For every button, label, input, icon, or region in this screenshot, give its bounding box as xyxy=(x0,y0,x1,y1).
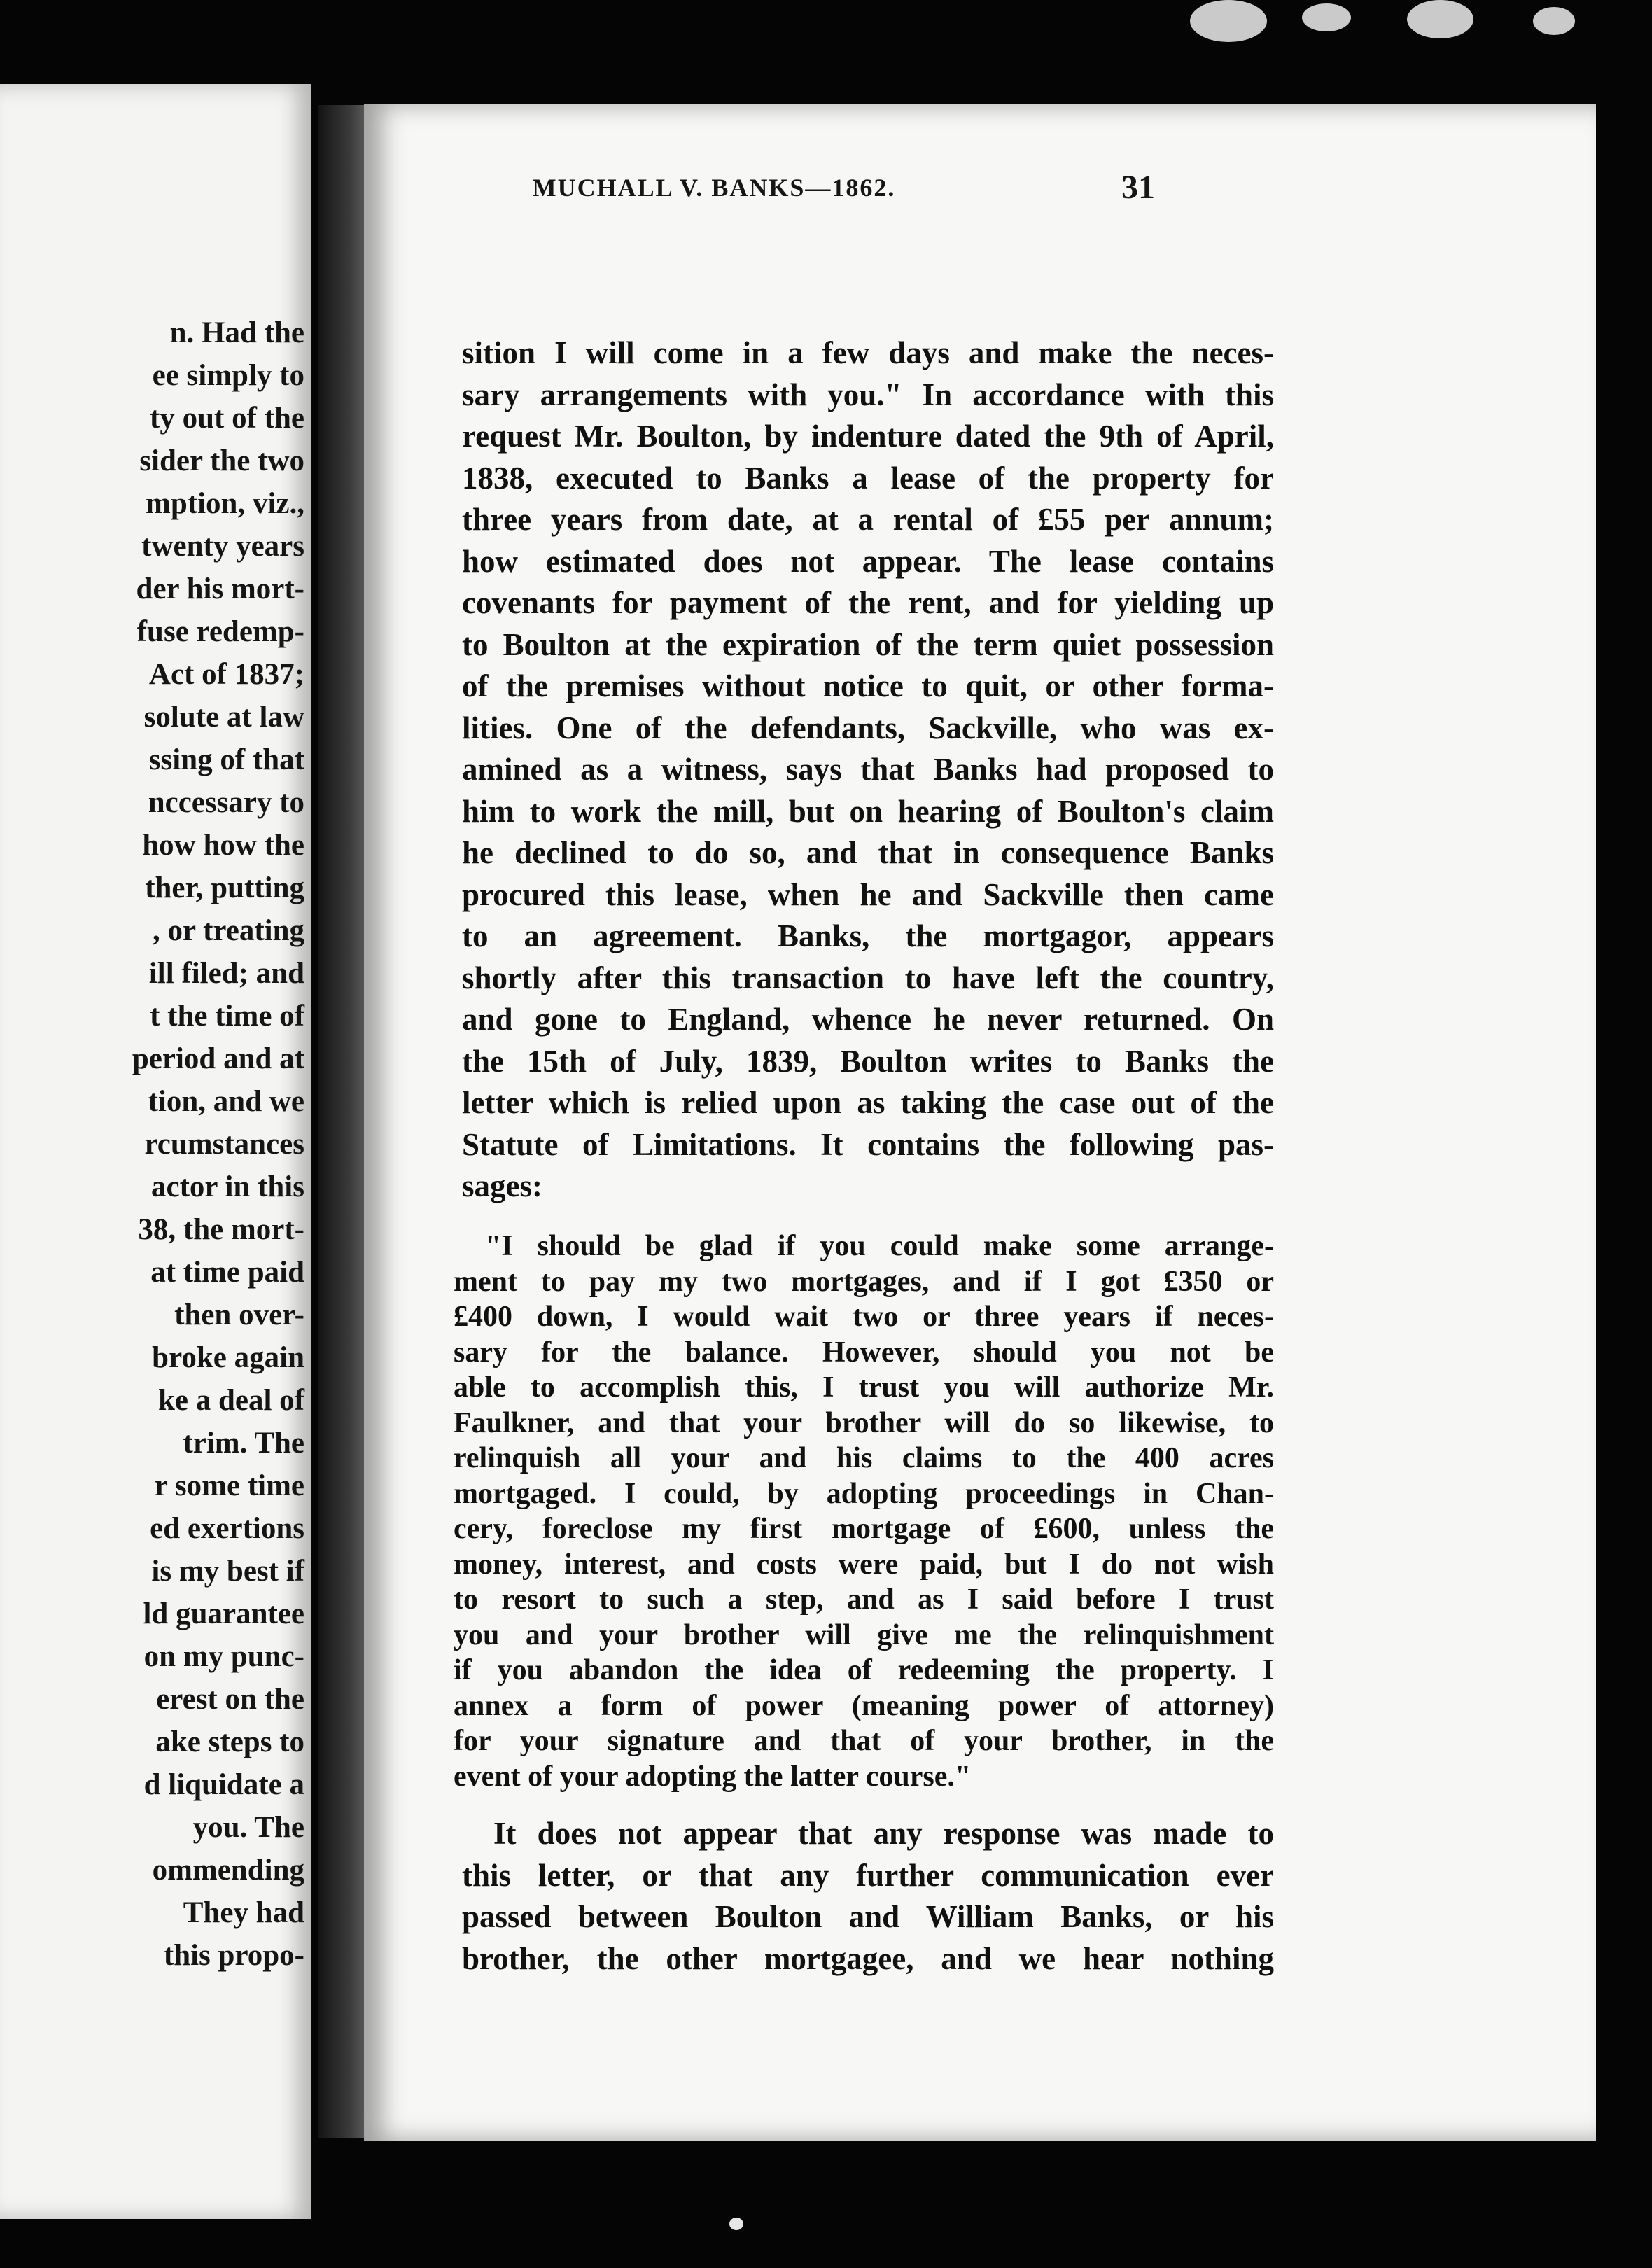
left-page-line: t the time of xyxy=(150,1000,304,1032)
quote-line: Faulkner, and that your brother will do so likewise, to xyxy=(454,1406,1274,1439)
left-page-line: then over- xyxy=(174,1298,304,1331)
text-line: 1838, executed to Banks a lease of the property for xyxy=(462,460,1274,496)
running-head-title: MUCHALL V. BANKS—1862. xyxy=(532,174,896,202)
left-page-line: this propo- xyxy=(163,1939,304,1972)
left-page-line: 38, the mort- xyxy=(138,1213,304,1246)
left-page-line: ssing of that xyxy=(148,743,304,776)
quote-line: ment to pay my two mortgages, and if I got £350 or xyxy=(454,1265,1274,1298)
left-page-line: n. Had the xyxy=(169,316,304,349)
scan-blotch xyxy=(1407,0,1474,38)
quote-line: cery, foreclose my first mortgage of £600, unless the xyxy=(454,1513,1274,1545)
text-line: three years from date, at a rental of £55 per annum; xyxy=(462,502,1274,537)
left-page-line: solute at law xyxy=(144,701,304,734)
text-line: lities. One of the defendants, Sackville, who was ex- xyxy=(462,710,1274,746)
scan-blotch xyxy=(1533,7,1575,35)
left-page-text-column xyxy=(0,312,304,1977)
left-page-line: ld guarantee xyxy=(143,1597,304,1630)
left-page-line: erest on the xyxy=(156,1683,304,1716)
quote-line: money, interest, and costs were paid, but I do not wish xyxy=(454,1548,1274,1581)
quote-line: mortgaged. I could, by adopting proceedings in Chan- xyxy=(454,1477,1274,1510)
text-line: to Boulton at the expiration of the term quiet possession xyxy=(462,626,1274,662)
text-line: and gone to England, whence he never returned. On xyxy=(462,1002,1274,1037)
text-line: passed between Boulton and William Banks, or his xyxy=(462,1899,1274,1934)
text-line: amined as a witness, says that Banks had proposed to xyxy=(462,752,1274,787)
left-page-line: ther, putting xyxy=(145,872,304,904)
left-page-line: you. The xyxy=(192,1811,304,1844)
left-facing-page xyxy=(0,84,312,2219)
left-page-line: ee simply to xyxy=(152,359,304,392)
left-page-line: r some time xyxy=(154,1469,304,1502)
left-page-line: ommending xyxy=(152,1854,304,1886)
text-line: the 15th of July, 1839, Boulton writes to Banks the xyxy=(462,1043,1274,1079)
text-line: procured this lease, when he and Sackville then came xyxy=(462,876,1274,912)
text-line: Statute of Limitations. It contains the following pas- xyxy=(462,1126,1274,1162)
left-page-line: ty out of the xyxy=(150,402,304,435)
scan-blotch xyxy=(1190,0,1267,42)
left-page-line: how how the xyxy=(142,829,304,862)
left-page-line: Act of 1837; xyxy=(148,658,304,691)
quote-line: you and your brother will give me the relinquishment xyxy=(454,1618,1274,1651)
left-page-line: broke again xyxy=(152,1341,304,1374)
text-line: he declined to do so, and that in consequence Banks xyxy=(462,835,1274,870)
quote-line: for your signature and that of your brother, in the xyxy=(454,1725,1274,1757)
quote-line: able to accomplish this, I trust you will authorize Mr. xyxy=(454,1371,1274,1404)
left-page-line: tion, and we xyxy=(148,1085,304,1118)
quote-line: to resort to such a step, and as I said before I trust xyxy=(454,1583,1274,1616)
quote-line: relinquish all your and his claims to the 400 acres xyxy=(454,1442,1274,1474)
text-line: brother, the other mortgagee, and we hear nothing xyxy=(462,1940,1274,1976)
left-page-line: period and at xyxy=(132,1042,304,1075)
text-line: this letter, or that any further communication ever xyxy=(462,1857,1274,1893)
left-page-line: mption, viz., xyxy=(146,487,304,520)
left-page-line: nccessary to xyxy=(148,786,304,819)
quote-line: £400 down, I would wait two or three years if neces- xyxy=(454,1301,1274,1333)
left-page-line: at time paid xyxy=(150,1256,304,1289)
quote-line: "I should be glad if you could make some arrange- xyxy=(485,1230,1274,1262)
text-line: It does not appear that any response was made to xyxy=(493,1816,1274,1851)
text-line: letter which is relied upon as taking the case out of the xyxy=(462,1085,1274,1120)
left-page-line: fuse redemp- xyxy=(136,615,304,648)
page-number: 31 xyxy=(1121,169,1155,206)
scan-speck xyxy=(729,2218,743,2230)
left-page-line: actor in this xyxy=(151,1170,304,1203)
text-line: sages: xyxy=(462,1168,542,1203)
left-page-line: ill filed; and xyxy=(148,957,304,990)
left-page-line: twenty years xyxy=(141,530,304,563)
paragraph-continued xyxy=(462,332,1274,1208)
left-page-line: is my best if xyxy=(151,1555,304,1588)
quote-line: sary for the balance. However, should you not be xyxy=(454,1336,1274,1368)
left-page-line: d liquidate a xyxy=(144,1768,304,1801)
left-page-line: ed exertions xyxy=(150,1512,304,1545)
text-line: sary arrangements with you." In accordance with this xyxy=(462,377,1274,412)
paragraph-new xyxy=(462,1813,1274,1980)
left-page-line: They had xyxy=(183,1896,304,1929)
quote-line: annex a form of power (meaning power of attorney) xyxy=(454,1689,1274,1722)
text-line: sition I will come in a few days and make the neces- xyxy=(462,335,1274,370)
left-page-line: ke a deal of xyxy=(158,1384,304,1417)
quote-line: event of your adopting the latter course." xyxy=(454,1760,972,1793)
scan-blotch xyxy=(1302,4,1351,31)
text-line: how estimated does not appear. The lease contains xyxy=(462,543,1274,579)
running-head xyxy=(322,163,1281,212)
text-line: covenants for payment of the rent, and for yielding up xyxy=(462,585,1274,620)
left-page-line: on my punc- xyxy=(144,1640,304,1673)
text-line: to an agreement. Banks, the mortgagor, appears xyxy=(462,918,1274,953)
left-page-line: rcumstances xyxy=(144,1128,304,1161)
left-page-line: trim. The xyxy=(183,1427,304,1460)
quote-line: if you abandon the idea of redeeming the property. I xyxy=(454,1654,1274,1686)
text-line: of the premises without notice to quit, or other forma- xyxy=(462,668,1274,704)
text-line: request Mr. Boulton, by indenture dated the 9th of April, xyxy=(462,419,1274,454)
left-page-line: der his mort- xyxy=(136,573,304,606)
left-page-line: ake steps to xyxy=(155,1726,304,1758)
quoted-letter xyxy=(454,1228,1274,1794)
left-page-line: , or treating xyxy=(153,914,304,947)
text-line: him to work the mill, but on hearing of Boulton's claim xyxy=(462,793,1274,829)
text-line: shortly after this transaction to have left the country, xyxy=(462,960,1274,995)
left-page-line: sider the two xyxy=(139,444,304,477)
